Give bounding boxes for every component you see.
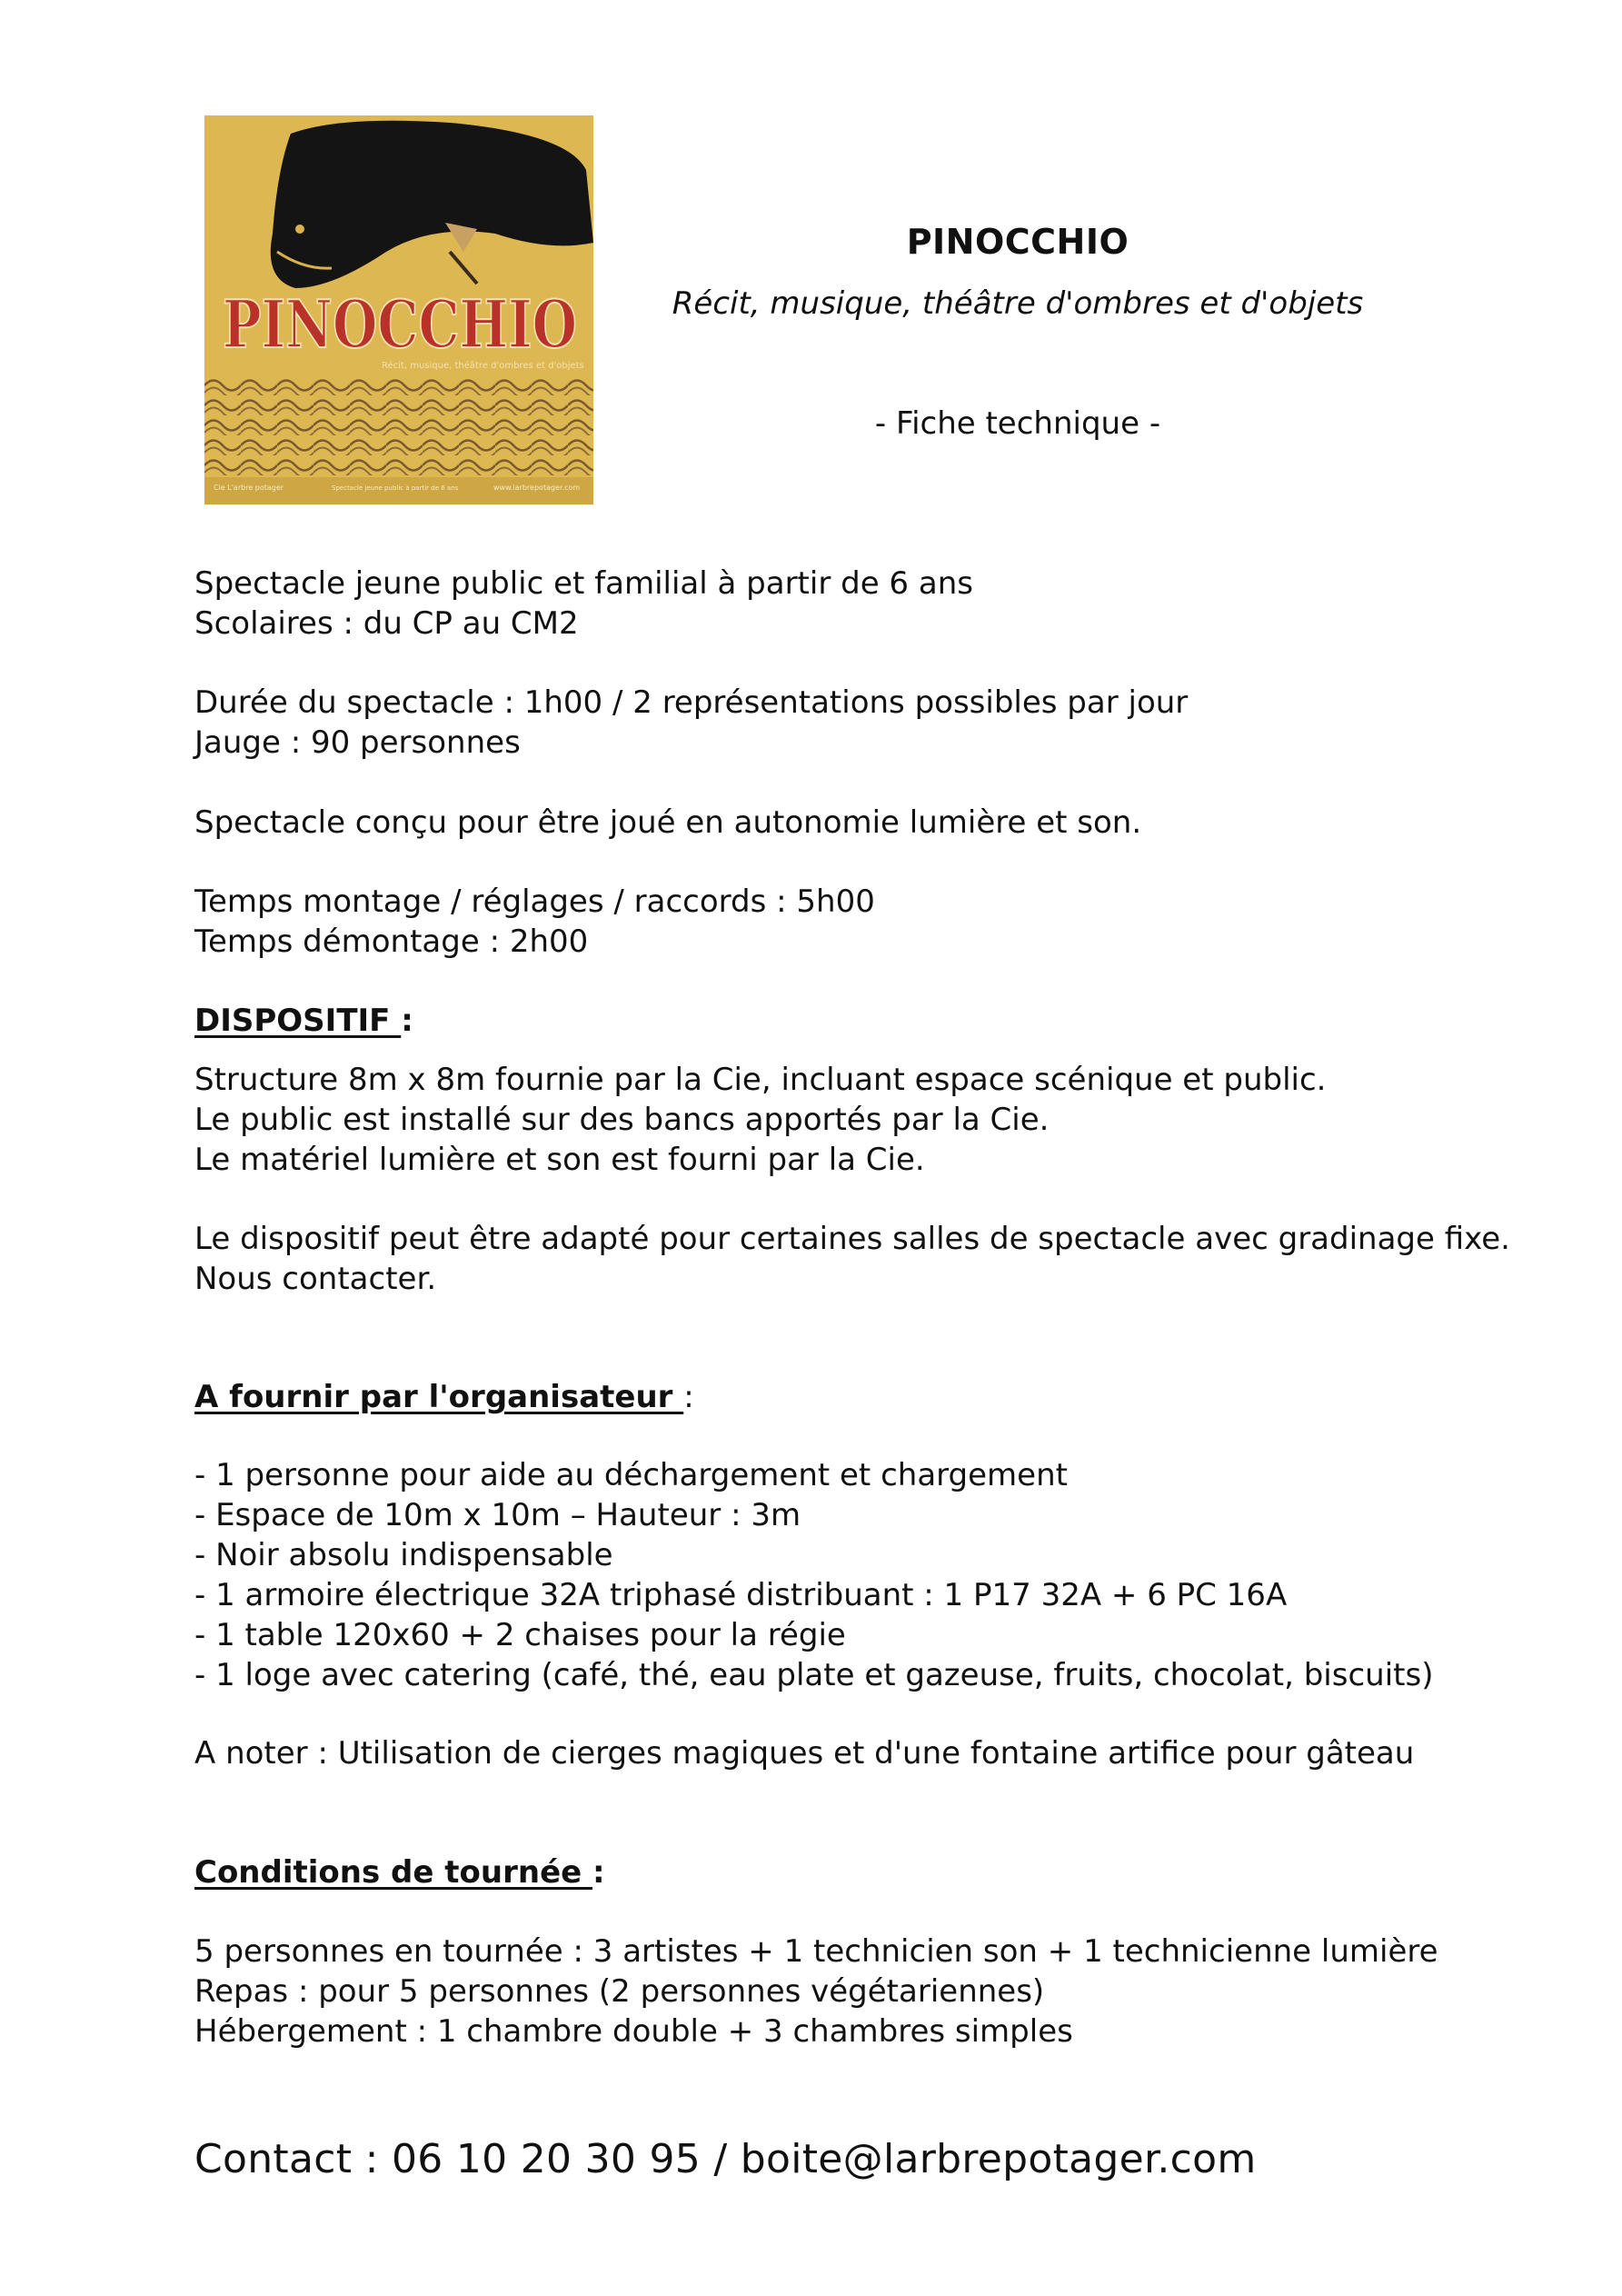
dispositif-heading-block [194, 1001, 1512, 1041]
page-subtitle: Récit, musique, théâtre d'ombres et d'objets [672, 285, 1364, 322]
organisateur-heading-block [194, 1377, 1512, 1417]
poster-image [204, 115, 593, 504]
list-item: - Noir absolu indispensable [194, 1537, 613, 1573]
organisateur-note-block [194, 1733, 1512, 1773]
organisateur-heading-colon: : [683, 1379, 694, 1415]
tournee-heading-block [194, 1852, 1512, 1892]
organisateur-heading-line [194, 1377, 1512, 1417]
tournee-line: Repas : pour 5 personnes (2 personnes végétariennes) [194, 1973, 1045, 2010]
autonomy-line: Spectacle conçu pour être joué en autonomie lumière et son. [194, 804, 1142, 841]
tournee-line: 5 personnes en tournée : 3 artistes + 1 technicien son + 1 technicienne lumière [194, 1933, 1438, 1970]
tournee-heading-line [194, 1852, 1512, 1892]
list-item: - 1 personne pour aide au déchargement et chargement [194, 1457, 1068, 1493]
dispositif-note-block [194, 1219, 1512, 1299]
timing-block [194, 882, 1512, 962]
organisateur-list [194, 1455, 1512, 1695]
dispositif-line: Le public est installé sur des bancs apportés par la Cie. [194, 1102, 1050, 1138]
setup-time-line: Temps montage / réglages / raccords : 5h00 [194, 883, 875, 920]
dispositif-line: Structure 8m x 8m fournie par la Cie, incluant espace scénique et public. [194, 1062, 1327, 1098]
dispositif-heading: DISPOSITIF [194, 1003, 402, 1039]
dispositif-note-line: Le dispositif peut être adapté pour certaines salles de spectacle avec gradinage fixe. [194, 1221, 1510, 1257]
list-item: - 1 armoire électrique 32A triphasé distribuant : 1 P17 32A + 6 PC 16A [194, 1577, 1288, 1613]
schools-line: Scolaires : du CP au CM2 [194, 605, 579, 642]
autonomy-block [194, 803, 1512, 843]
poster-company: Cie L'arbre potager [214, 484, 284, 492]
organisateur-note: A noter : Utilisation de cierges magiques et d'une fontaine artifice pour gâteau [194, 1735, 1415, 1772]
dispositif-heading-line [194, 1001, 1512, 1041]
poster-title: PINOCCHIO [223, 285, 577, 363]
audience-line: Spectacle jeune public et familial à partir de 6 ans [194, 565, 973, 602]
poster-spectacle: Spectacle jeune public à partir de 6 ans [332, 484, 459, 492]
page-title: PINOCCHIO [906, 222, 1129, 262]
poster-tagline: Récit, musique, théâtre d'ombres et d'objets [382, 361, 584, 371]
dispositif-block [194, 1060, 1512, 1180]
contact-line: Contact : 06 10 20 30 95 / boite@larbrepotager.com [194, 2136, 1257, 2182]
tournee-heading-colon: : [592, 1854, 605, 1891]
audience-block [194, 564, 1512, 644]
capacity-line: Jauge : 90 personnes [194, 724, 521, 761]
list-item: - 1 loge avec catering (café, thé, eau plate et gazeuse, fruits, chocolat, biscuits) [194, 1657, 1434, 1693]
tournee-heading: Conditions de tournée [194, 1854, 593, 1891]
duration-block [194, 683, 1512, 763]
fiche-technique-label: - Fiche technique - [874, 405, 1161, 442]
dispositif-note-line: Nous contacter. [194, 1261, 437, 1297]
poster-waves [204, 379, 593, 479]
tournee-line: Hébergement : 1 chambre double + 3 chambres simples [194, 2013, 1073, 2050]
tournee-block [194, 1932, 1512, 2051]
duration-line: Durée du spectacle : 1h00 / 2 représentations possibles par jour [194, 684, 1189, 721]
dispositif-line: Le matériel lumière et son est fourni par la Cie. [194, 1142, 925, 1178]
organisateur-heading: A fournir par l'organisateur [194, 1379, 684, 1415]
list-item: - 1 table 120x60 + 2 chaises pour la régie [194, 1617, 846, 1653]
poster-website: www.larbrepotager.com [493, 484, 581, 492]
dispositif-heading-colon: : [401, 1003, 413, 1039]
list-item: - Espace de 10m x 10m – Hauteur : 3m [194, 1497, 801, 1533]
teardown-time-line: Temps démontage : 2h00 [194, 923, 589, 960]
